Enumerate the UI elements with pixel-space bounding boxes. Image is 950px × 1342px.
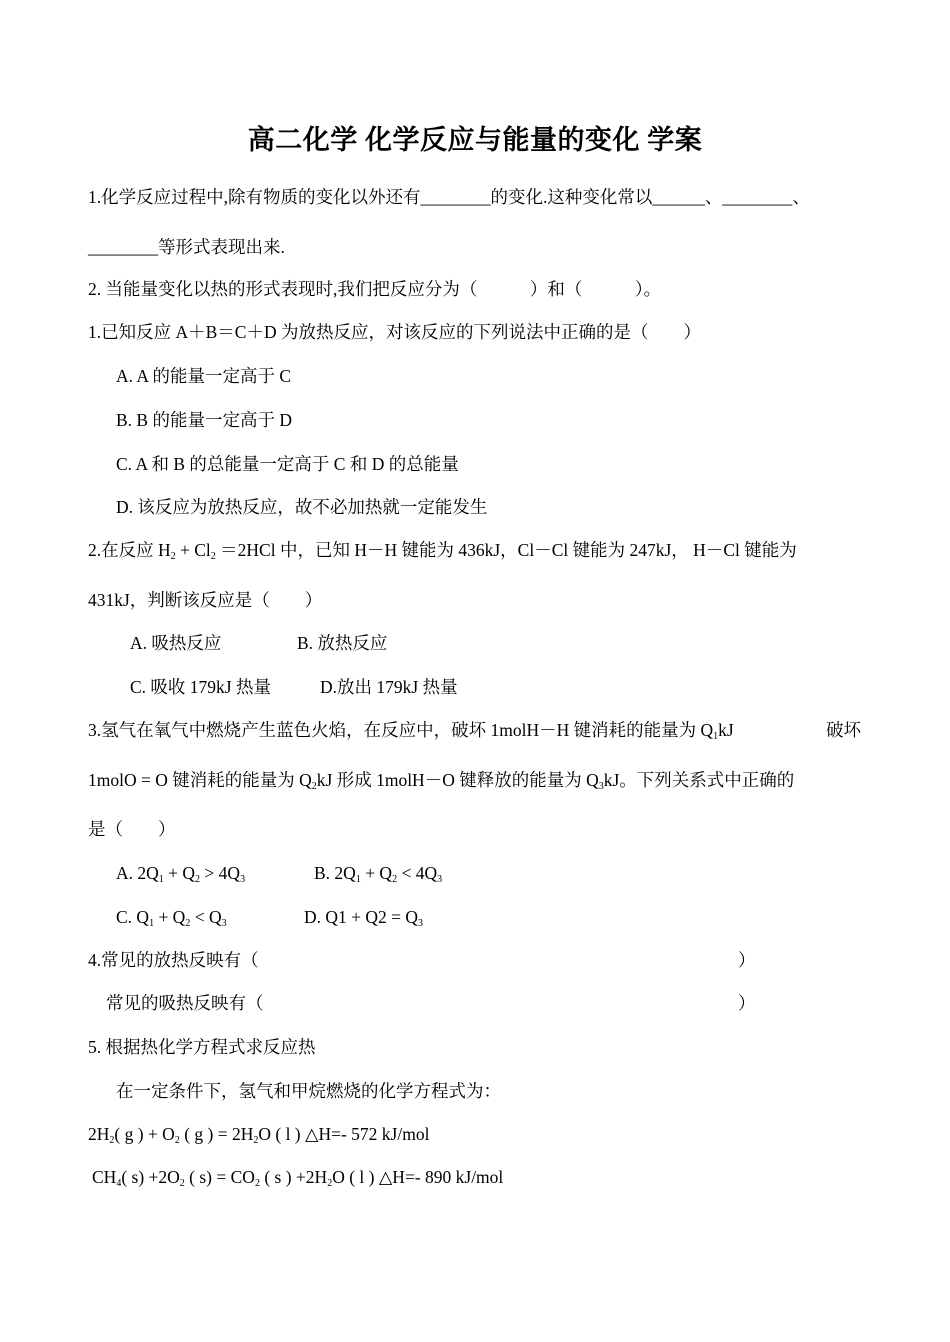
q2-stem: 2.在反应 $H_2 + Cl_2 =2HCl$ 中，已知 H－H 键能为 436kJ，Cl－Cl 键能为 247kJ， H－Cl 键能为 [88,540,797,562]
q3-stem: 3.氢气在氧气中燃烧产生蓝色火焰，在反应中，破坏 1molH－H 键消耗的能量为 $Q_1kJ$ [88,720,734,742]
intro-line-2: 2. 当能量变化以热的形式表现时,我们把反应分为（ ）和（ ）。 [88,279,662,299]
q5-heading: 5. 根据热化学方程式求反应热 [88,1037,316,1057]
q3-option-a: A. $2Q_1 + Q_2 > 4Q_3$ [116,863,246,885]
q4-exothermic: 4.常见的放热反映有（ [88,950,259,970]
q2-option-a: A. 吸热反应 [130,633,222,653]
q1-option-d: D. 该反应为放热反应，故不必加热就一定能发生 [116,497,488,517]
intro-line-1-cont: ________等形式表现出来. [88,237,285,257]
q3-option-b: B. $2Q_1 + Q_2 < 4Q_3$ [314,863,443,885]
q2-option-c: C. 吸收 179kJ 热量 [130,677,271,697]
q4-endothermic-close: ） [738,993,756,1013]
q4-exothermic-close: ） [738,950,756,970]
q2-option-b: B. 放热反应 [297,633,388,653]
equation-hydrogen: $2H_2$( g ) + $O_2$ ( g ) = $2H_2O$ ( l ) △H=- 572 kJ/mol [88,1124,430,1146]
q3-stem-tail: 破坏 [826,720,861,740]
q1-option-a: A. A 的能量一定高于 C [116,366,292,386]
q4-endothermic: 常见的吸热反映有（ [106,993,264,1013]
q1-option-b: B. B 的能量一定高于 D [116,410,292,430]
q3-stem-line-2: 1molO = O 键消耗的能量为 $Q_2kJ$ 形成 1molH－O 键释放的能量为 $Q_3kJ$。下列关系式中正确的 [88,770,795,792]
equation-methane: $CH_4$( $s) +2O_2$ ( $s) = CO_2$ ( s ) $+2H_2O$ ( l ) △H=- 890 kJ/mol [92,1167,504,1189]
intro-line-1: 1.化学反应过程中,除有物质的变化以外还有________的变化.这种变化常以______、________、 [88,187,810,207]
q1-option-c: C. A 和 B 的总能量一定高于 C 和 D 的总能量 [116,454,459,474]
q1-stem: 1.已知反应 A＋B＝C＋D 为放热反应，对该反应的下列说法中正确的是（ ） [88,322,701,342]
q5-intro: 在一定条件下，氢气和甲烷燃烧的化学方程式为： [116,1081,501,1101]
q3-option-d: D. $Q1 + Q2 = Q_3$ [304,907,424,929]
document-title: 高二化学 化学反应与能量的变化 学案 [247,125,703,155]
q3-option-c: C. $Q_1 + Q_2 < Q_3$ [116,907,227,929]
q3-stem-line-3: 是（ ） [88,819,176,839]
q2-stem-cont: 431kJ，判断该反应是（ ） [88,590,323,610]
q2-option-d: D.放出 179kJ 热量 [320,677,458,697]
